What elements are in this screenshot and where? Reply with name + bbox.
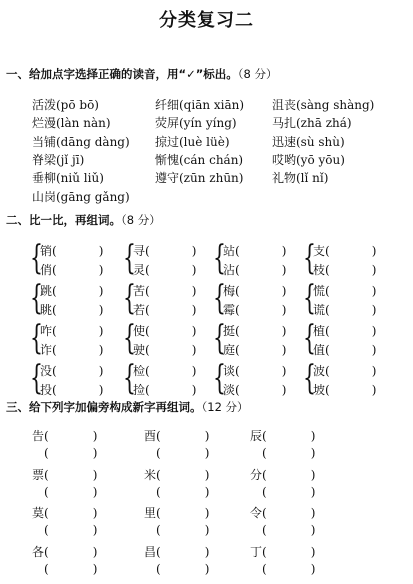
close-paren: ) xyxy=(191,303,197,317)
open-paren: ( xyxy=(156,523,161,537)
pinyin-choice-item[interactable]: 掠过(luè lüè) xyxy=(155,134,230,149)
char-open: 霉( xyxy=(223,303,240,317)
close-paren: ) xyxy=(191,284,197,298)
pinyin-choice-item[interactable]: 礼物(lǐ nǐ) xyxy=(272,171,329,186)
word-blank[interactable] xyxy=(156,446,209,460)
compare-pair xyxy=(213,360,301,398)
close-paren: ) xyxy=(281,324,287,338)
pinyin-choice-item[interactable]: 纤细(qiān xiān) xyxy=(155,98,245,112)
base-char: 昌( xyxy=(144,544,161,559)
close-paren: ) xyxy=(371,364,377,378)
base-char: 告( xyxy=(32,429,49,443)
radical-blank[interactable] xyxy=(250,543,315,560)
word-blank[interactable] xyxy=(133,301,196,318)
word-blank[interactable] xyxy=(133,322,196,339)
page-title: 分类复习二 xyxy=(159,10,254,31)
close-paren: ) xyxy=(191,324,197,338)
char-open: 梅( xyxy=(223,284,240,298)
close-paren: ) xyxy=(371,343,377,357)
close-paren: ) xyxy=(371,284,377,298)
compare-pair xyxy=(303,240,391,278)
brace-icon: { xyxy=(213,358,226,398)
close-paren: ) xyxy=(191,364,197,378)
brace-icon: { xyxy=(303,278,316,318)
close-paren: ) xyxy=(371,244,377,258)
word-blank[interactable] xyxy=(40,381,103,398)
compare-pair xyxy=(30,360,118,398)
close-paren: ) xyxy=(204,544,210,559)
check-mark-icon: ✓ xyxy=(186,67,196,81)
close-paren: ) xyxy=(92,484,98,499)
pinyin-choice-item[interactable]: 马扎(zhā zhá) xyxy=(272,116,352,131)
brace-icon: { xyxy=(30,318,43,358)
word-blank[interactable] xyxy=(313,282,376,299)
word-blank[interactable] xyxy=(40,282,103,299)
close-paren: ) xyxy=(281,244,287,258)
word-blank[interactable] xyxy=(313,242,376,259)
word-blank[interactable] xyxy=(262,562,315,576)
radical-blank[interactable] xyxy=(250,466,315,483)
base-char: 辰( xyxy=(250,429,267,443)
close-paren: ) xyxy=(92,429,98,443)
close-paren: ) xyxy=(310,484,316,499)
close-paren: ) xyxy=(191,383,197,397)
close-paren: ) xyxy=(281,364,287,378)
word-blank[interactable] xyxy=(133,381,196,398)
char-open: 使( xyxy=(133,324,150,338)
close-paren: ) xyxy=(92,446,98,460)
word-blank[interactable] xyxy=(262,485,315,499)
char-open: 没( xyxy=(40,364,57,378)
char-open: 捡( xyxy=(133,383,150,397)
close-paren: ) xyxy=(191,244,197,258)
word-blank[interactable] xyxy=(133,282,196,299)
pinyin-choice-item[interactable]: 哎哟(yō yōu) xyxy=(272,152,345,167)
radical-blank[interactable] xyxy=(32,543,97,560)
radical-blank[interactable] xyxy=(32,466,97,483)
base-char: 各( xyxy=(32,544,49,559)
close-paren: ) xyxy=(204,523,210,537)
compare-pair xyxy=(30,280,118,318)
close-paren: ) xyxy=(281,343,287,357)
word-blank[interactable] xyxy=(313,381,376,398)
char-open: 跳( xyxy=(40,284,57,298)
word-blank[interactable] xyxy=(40,301,103,318)
close-paren: ) xyxy=(310,544,316,559)
word-blank[interactable] xyxy=(133,362,196,379)
char-open: 植( xyxy=(313,324,330,338)
section1-heading-end: ”标出。 xyxy=(195,67,238,81)
section3-score: （12 分） xyxy=(201,400,249,414)
close-paren: ) xyxy=(98,303,104,317)
close-paren: ) xyxy=(191,263,197,277)
radical-blank[interactable] xyxy=(144,427,209,444)
word-blank[interactable] xyxy=(44,523,97,537)
pinyin-choice-item[interactable]: 遵守(zūn zhūn) xyxy=(155,171,244,186)
close-paren: ) xyxy=(92,523,98,537)
close-paren: ) xyxy=(371,324,377,338)
brace-icon: { xyxy=(30,358,43,398)
open-paren: ( xyxy=(156,484,161,499)
word-blank[interactable] xyxy=(223,322,286,339)
close-paren: ) xyxy=(98,263,104,277)
word-blank[interactable] xyxy=(313,322,376,339)
pinyin-choice-item[interactable]: 脊梁(jǐ jī) xyxy=(32,152,85,167)
compare-pair xyxy=(123,280,211,318)
close-paren: ) xyxy=(204,506,210,520)
compare-pair xyxy=(213,240,301,278)
close-paren: ) xyxy=(371,263,377,277)
section1-heading xyxy=(6,66,278,82)
close-paren: ) xyxy=(310,561,316,576)
section2-score: （8 分） xyxy=(121,213,161,227)
close-paren: ) xyxy=(371,303,377,317)
char-open: 寻( xyxy=(133,244,150,258)
close-paren: ) xyxy=(98,383,104,397)
char-open: 苦( xyxy=(133,284,150,298)
char-open: 俏( xyxy=(40,263,57,277)
open-paren: ( xyxy=(262,561,267,576)
open-paren: ( xyxy=(262,484,267,499)
base-char: 里( xyxy=(144,506,161,520)
char-open: 灵( xyxy=(133,263,150,277)
close-paren: ) xyxy=(191,343,197,357)
pinyin-choice-item[interactable]: 山岗(gāng gǎng) xyxy=(32,189,130,204)
radical-blank[interactable] xyxy=(250,427,315,444)
char-open: 驶( xyxy=(133,343,150,357)
char-open: 诈( xyxy=(40,343,57,357)
close-paren: ) xyxy=(92,561,98,576)
close-paren: ) xyxy=(281,284,287,298)
char-open: 检( xyxy=(133,364,150,378)
pinyin-choice-item[interactable]: 迅速(sù shù) xyxy=(272,134,345,149)
word-blank[interactable] xyxy=(313,362,376,379)
char-open: 枝( xyxy=(313,263,330,277)
section2-heading xyxy=(6,212,161,228)
brace-icon: { xyxy=(123,358,136,398)
pinyin-choice-item[interactable]: 垂柳(niǔ liǔ) xyxy=(32,171,104,186)
pinyin-choice-item[interactable]: 沮丧(sàng shàng) xyxy=(272,98,375,112)
char-open: 站( xyxy=(223,244,240,258)
brace-icon: { xyxy=(303,318,316,358)
open-paren: ( xyxy=(156,561,161,576)
compare-pair xyxy=(30,320,118,358)
close-paren: ) xyxy=(310,467,316,482)
word-blank[interactable] xyxy=(40,362,103,379)
char-open: 坡( xyxy=(313,383,330,397)
brace-icon: { xyxy=(303,358,316,398)
word-blank[interactable] xyxy=(133,261,196,278)
word-blank[interactable] xyxy=(44,485,97,499)
open-paren: ( xyxy=(262,523,267,537)
close-paren: ) xyxy=(92,544,98,559)
pinyin-choice-item[interactable]: 荧屏(yín yíng) xyxy=(155,116,237,131)
word-blank[interactable] xyxy=(223,261,286,278)
char-open: 投( xyxy=(40,383,57,397)
char-open: 支( xyxy=(313,244,330,258)
word-blank[interactable] xyxy=(156,485,209,499)
close-paren: ) xyxy=(310,429,316,443)
brace-icon: { xyxy=(123,238,136,278)
close-paren: ) xyxy=(92,467,98,482)
word-blank[interactable] xyxy=(223,341,286,358)
word-blank[interactable] xyxy=(40,322,103,339)
word-blank[interactable] xyxy=(223,381,286,398)
word-blank[interactable] xyxy=(313,341,376,358)
word-blank[interactable] xyxy=(313,261,376,278)
close-paren: ) xyxy=(204,484,210,499)
close-paren: ) xyxy=(310,523,316,537)
word-blank[interactable] xyxy=(44,562,97,576)
close-paren: ) xyxy=(281,303,287,317)
pinyin-choice-item[interactable]: 活泼(pō bō) xyxy=(32,98,99,112)
compare-pair xyxy=(303,280,391,318)
word-blank[interactable] xyxy=(133,341,196,358)
radical-blank[interactable] xyxy=(144,504,209,521)
base-char: 分( xyxy=(250,467,267,482)
word-blank[interactable] xyxy=(262,446,315,460)
close-paren: ) xyxy=(281,263,287,277)
close-paren: ) xyxy=(98,343,104,357)
section1-heading-text: 一、给加点字选择正确的读音，用“ xyxy=(6,67,187,81)
word-blank[interactable] xyxy=(44,446,97,460)
close-paren: ) xyxy=(204,467,210,482)
brace-icon: { xyxy=(123,318,136,358)
word-blank[interactable] xyxy=(223,242,286,259)
brace-icon: { xyxy=(303,238,316,278)
brace-icon: { xyxy=(213,238,226,278)
section3-heading xyxy=(6,399,249,415)
compare-pair xyxy=(213,320,301,358)
pinyin-choice-item[interactable]: 烂漫(làn nàn) xyxy=(32,116,111,131)
close-paren: ) xyxy=(98,324,104,338)
char-open: 波( xyxy=(313,364,330,378)
close-paren: ) xyxy=(98,364,104,378)
close-paren: ) xyxy=(310,506,316,520)
word-blank[interactable] xyxy=(313,301,376,318)
brace-icon: { xyxy=(30,278,43,318)
char-open: 谈( xyxy=(223,364,240,378)
radical-blank[interactable] xyxy=(250,504,315,521)
open-paren: ( xyxy=(44,446,49,460)
word-blank[interactable] xyxy=(133,242,196,259)
char-open: 挺( xyxy=(223,324,240,338)
section1-score: （8 分） xyxy=(237,67,278,81)
char-open: 值( xyxy=(313,343,330,357)
close-paren: ) xyxy=(371,383,377,397)
word-blank[interactable] xyxy=(156,562,209,576)
close-paren: ) xyxy=(281,383,287,397)
word-blank[interactable] xyxy=(156,523,209,537)
word-blank[interactable] xyxy=(40,341,103,358)
word-blank[interactable] xyxy=(223,282,286,299)
char-open: 慌( xyxy=(313,284,330,298)
open-paren: ( xyxy=(44,484,49,499)
base-char: 酉( xyxy=(144,429,161,443)
compare-pair xyxy=(213,280,301,318)
section3-heading-text: 三、给下列字加偏旁构成新字再组词。 xyxy=(6,400,202,414)
base-char: 米( xyxy=(144,467,161,482)
char-open: 咋( xyxy=(40,324,57,338)
compare-pair xyxy=(123,360,211,398)
base-char: 票( xyxy=(32,467,49,482)
compare-pair xyxy=(123,320,211,358)
brace-icon: { xyxy=(123,278,136,318)
pinyin-choice-item[interactable]: 惭愧(cán chán) xyxy=(155,152,244,167)
word-blank[interactable] xyxy=(40,261,103,278)
brace-icon: { xyxy=(30,238,43,278)
close-paren: ) xyxy=(204,429,210,443)
pinyin-choice-item[interactable]: 当铺(dāng dàng) xyxy=(32,134,130,149)
radical-blank[interactable] xyxy=(144,543,209,560)
compare-pair xyxy=(303,320,391,358)
word-blank[interactable] xyxy=(40,242,103,259)
char-open: 沾( xyxy=(223,263,240,277)
open-paren: ( xyxy=(44,561,49,576)
base-char: 莫( xyxy=(32,506,49,520)
open-paren: ( xyxy=(44,523,49,537)
compare-pair xyxy=(123,240,211,278)
close-paren: ) xyxy=(204,561,210,576)
brace-icon: { xyxy=(213,318,226,358)
word-blank[interactable] xyxy=(223,301,286,318)
open-paren: ( xyxy=(156,446,161,460)
char-open: 淡( xyxy=(223,383,240,397)
close-paren: ) xyxy=(204,446,210,460)
base-char: 令( xyxy=(250,506,267,520)
close-paren: ) xyxy=(98,244,104,258)
close-paren: ) xyxy=(310,446,316,460)
close-paren: ) xyxy=(98,284,104,298)
brace-icon: { xyxy=(213,278,226,318)
radical-blank[interactable] xyxy=(32,427,97,444)
section2-heading-text: 二、比一比，再组词。 xyxy=(6,213,121,227)
compare-pair xyxy=(303,360,391,398)
open-paren: ( xyxy=(262,446,267,460)
compare-pair xyxy=(30,240,118,278)
char-open: 谎( xyxy=(313,303,330,317)
close-paren: ) xyxy=(92,506,98,520)
word-blank[interactable] xyxy=(223,362,286,379)
char-open: 若( xyxy=(133,303,150,317)
base-char: 丁( xyxy=(250,544,267,559)
radical-blank[interactable] xyxy=(32,504,97,521)
char-open: 眺( xyxy=(40,303,57,317)
radical-blank[interactable] xyxy=(144,466,209,483)
char-open: 庭( xyxy=(223,343,240,357)
word-blank[interactable] xyxy=(262,523,315,537)
char-open: 销( xyxy=(40,244,57,258)
